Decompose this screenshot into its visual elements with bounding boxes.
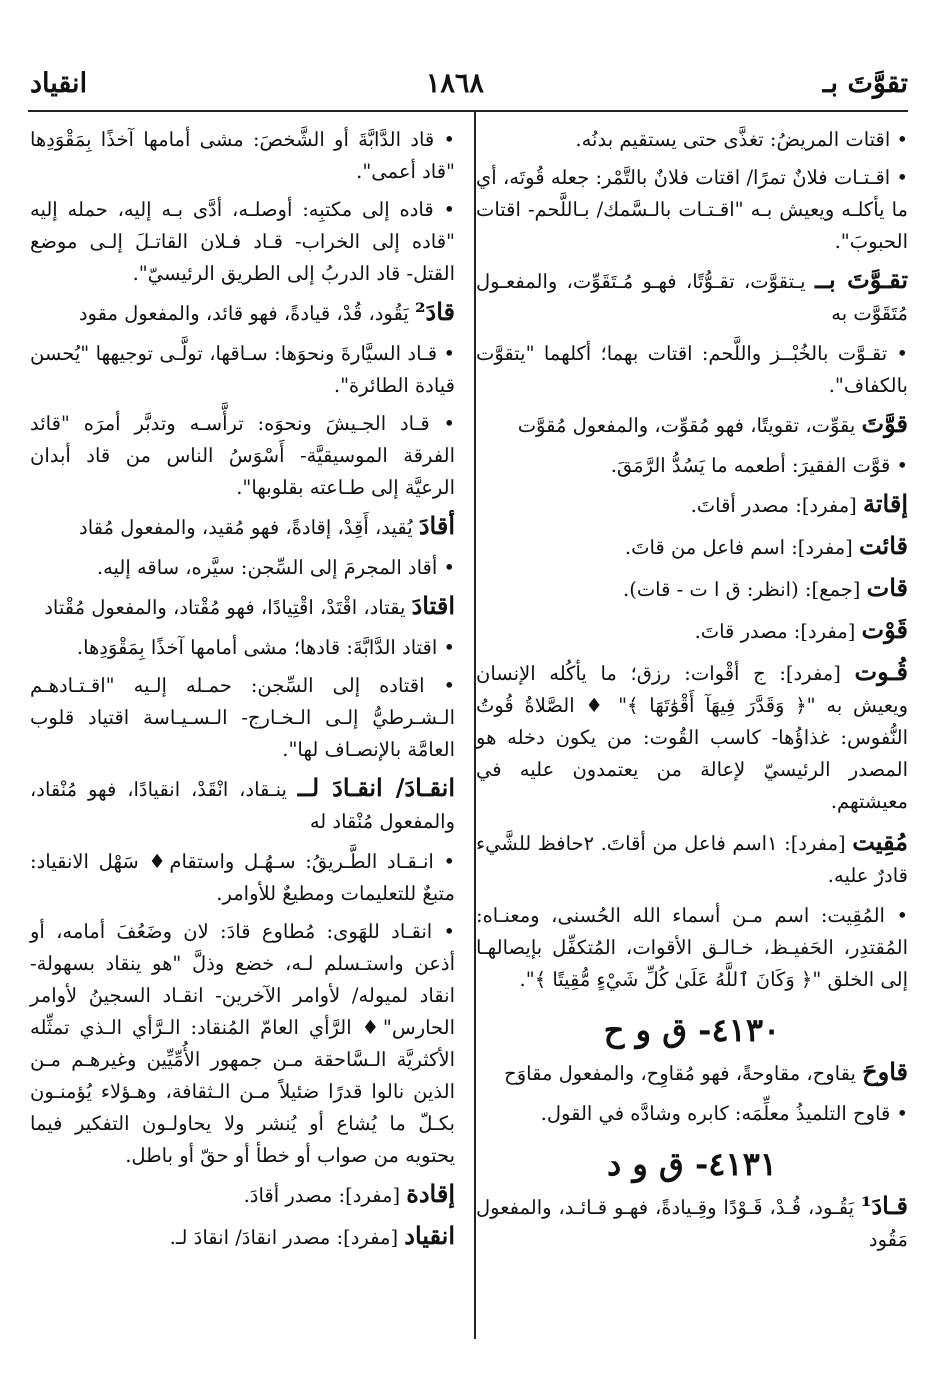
headword: تقـوَّتَ بــ <box>814 265 908 294</box>
dictionary-entry <box>30 296 455 330</box>
headword: قادَ² <box>415 297 455 326</box>
headword: مُقِيت <box>852 827 908 856</box>
entry-definition: [جمع]: (انظر: ق ا ت - قات). <box>623 578 867 601</box>
headword: انقياد <box>404 1221 455 1250</box>
sense-paragraph: • قاده إلى مكتبِه: أوصلـه، أدَّى بـه إليه، حمله إليه "قاده إلى الخراب- قـاد فـلان القاتـلَ إلـى موضع القتل- قاد الدربُ إلى الطريق الرئيسيّ". <box>30 198 455 285</box>
entry-definition: يـتقوَّت، تقـوُّتًا، فهـو مُـتَقَوِّت، والمفعـول مُتَقَوَّت به <box>476 270 908 325</box>
sense-paragraph: • أقاد المجرمَ إلى السِّجن: سيَّره، ساقه إليه. <box>96 556 455 579</box>
dictionary-entry <box>476 408 908 442</box>
headword: أقادَ <box>418 511 455 540</box>
entry-definition: [مفرد]: ج أقْوات: رزق؛ ما يأكُله الإنسان ويعيش به "﴿ وَقَدَّرَ فِيهَآ أَقْوَٰتَهَا ﴾" ♦ الصَّلاةُ قُوتُ النُّفوس: غذاؤُها- كاسب القُوت: من يكون دخله هو المصدر الرئيسيّ لإعالة من يعتمدون عليه في معيشتهم. <box>476 662 908 813</box>
sense-paragraph: • انـقـاد الطَّـريقُ: سـهُـل واستقام♦ سَهْل الانقياد: متبعٌ للتعليمات ومطيعٌ للأوامر. <box>30 850 455 905</box>
sense-paragraph: • المُقِيت: اسم مـن أسماء الله الحُسنى، ومعنـاه: المُقتدِر، الحَفيـظ، خـالـق الأقوات، المُتكفِّل بإيصالهـا إلى الخلق "﴿ وَكَانَ ٱللَّهُ عَلَىٰ كُلِّ شَيْءٍ مُّقِيتًا ﴾". <box>476 904 908 991</box>
headword: اقتادَ <box>411 591 455 620</box>
headword: قاوحَ <box>862 1057 908 1086</box>
entry-definition: يقاوح، مقاوحةً، فهو مُقاوِح، والمفعول مقاوَح <box>504 1062 863 1085</box>
dictionary-entry <box>476 572 908 606</box>
sense-paragraph: • قـاد السيَّارةَ ونحوَها: سـاقها، تولَّـى توجيهها "يُحسن قيادة الطائرة". <box>30 342 455 397</box>
headword: قات <box>866 573 908 602</box>
headword: قُـوت <box>854 657 908 686</box>
dictionary-entry <box>476 614 908 648</box>
headword: إقادة <box>406 1179 455 1208</box>
headword: إقاتة <box>863 489 908 518</box>
dictionary-entry <box>476 826 908 892</box>
sense-paragraph: • قاوح التلميذُ معلِّمَه: كابره وشادَّه في القول. <box>540 1102 908 1125</box>
left-column <box>30 124 455 1262</box>
headword: انقـادَ/ انقـادَ لــ <box>297 773 455 802</box>
dictionary-entry <box>476 1056 908 1090</box>
section-heading: ٤١٣١- ق و د <box>607 1145 777 1183</box>
dictionary-entry <box>476 656 908 818</box>
entry-definition: [مفرد]: مصدر قاتَ. <box>694 620 862 643</box>
sense-paragraph: • اقتاده إلى السِّجن: حمـله إلـيه "اقـتـادهـم الـشـرطيُّ إلـى الـخـارج- الـسـيـاسة اقتياد قلوب العامَّة بالإنصـاف لها". <box>30 674 455 761</box>
dictionary-entry <box>30 1178 455 1212</box>
entry-definition: [مفرد]: مصدر أقاتَ. <box>690 494 863 517</box>
entry-definition: ينـقاد، انْقَدْ، انقيادًا، فهو مُنْقاد، والمفعول مُنْقاد له <box>30 778 455 833</box>
dictionary-entry <box>476 530 908 564</box>
page-number: ١٨٦٨ <box>425 67 484 99</box>
dictionary-entry <box>30 1220 455 1254</box>
dictionary-entry <box>476 1190 908 1256</box>
entry-definition: [مفرد]: اسم فاعل من قاتَ. <box>624 536 859 559</box>
headword: قوَّتَ <box>861 409 908 438</box>
headword: قَوْت <box>861 615 908 644</box>
section-heading: ٤١٣٠- ق و ح <box>603 1011 781 1049</box>
sense-paragraph: • قوَّت الفقيرَ: أطعمه ما يَسُدُّ الرَّمَقَ. <box>610 454 908 477</box>
sense-paragraph: • تقـوَّت بالخُبْــز واللَّحم: اقتات بهما؛ أكلهما "يتقوَّت بالكفاف". <box>476 342 908 397</box>
headword: قـادَ¹ <box>860 1191 908 1220</box>
sense-paragraph: • انقـاد للهَوى: مُطاوع قادَ: لان وضَعُفَ أمامه، أو أذعن واستـسلم لـه، خضع وذلَّ "هو ينقاد بسهولة- انقاد لميوله/ لأوامر الآخرين- انقـاد السجينُ لأوامر الحارس"♦ الرَّأي العامّ المُنقاد: الـرَّأي الـذي تمثِّله الأكثريَّة الـسَّاحقة مـن جمهور الأُمِّيِّين وغيرهـم مـن الذين نالوا قدرًا ضئيلاً مـن الـثقافة، وهـؤلاء يُؤمنـون بكـلّ ما يُشاع أو يُنشر ولا يحاولـون التفكير فيما يحتويه من صواب أو خطأ أو حقّ أو باطل. <box>30 920 455 1167</box>
entry-definition: يُقيد، أَقِدْ، إقادةً، فهو مُقيد، والمفعول مُقاد <box>79 516 419 539</box>
right-column <box>476 124 908 1264</box>
dictionary-entry <box>476 488 908 522</box>
dictionary-entry <box>30 590 455 624</box>
header-rule <box>28 110 908 112</box>
dictionary-entry <box>30 772 455 838</box>
sense-paragraph: • اقـتـات فلانٌ تمرًا/ اقتات فلانٌ بالتَّمْر: جعله قُوتَه، أي ما يأكلـه ويعيش بـه "اقـتـات بالـسَّمك/ بـاللَّحم- اقتات الحبوبَ". <box>476 166 908 253</box>
sense-paragraph: • قاد الدَّابَّةَ أو الشَّخصَ: مشى أمامها آخذًا بِمَقْوَدِها "قاد أعمى". <box>30 128 455 183</box>
entry-definition: يقتاد، اقْتَدْ، اقْتِيادًا، فهو مُقْتاد، والمفعول مُقْتاد <box>44 596 412 619</box>
running-head-left: انقياد <box>30 67 88 99</box>
entry-definition: [مفرد]: مصدر أقادَ. <box>243 1184 407 1207</box>
page-header <box>30 58 908 108</box>
entry-definition: [مفرد]: ١اسم فاعل من أقاتَ. ٢حافظ للشَّيء قادرٌ عليه. <box>476 832 908 887</box>
running-head-right: تقوَّتَ بـ <box>822 67 908 99</box>
entry-definition: يَقُـود، قُـدْ، قَـوْدًا وقِـيادةً، فهـو قـائـد، والمفعول مَقُود <box>476 1196 908 1251</box>
sense-paragraph: • اقتات المريضُ: تغذَّى حتى يستقيم بدنُه. <box>575 128 908 151</box>
entry-definition: [مفرد]: مصدر انقادَ/ انقادَ لـ. <box>169 1226 405 1249</box>
entry-definition: يَقُود، قُدْ، قيادةً، فهو قائد، والمفعول مقود <box>78 302 415 325</box>
sense-paragraph: • قـاد الجـيشَ ونحوَه: ترأَّسـه وتدبَّر أمرَه "قائد الفرقة الموسيقيَّة- أَسْوَسُ الناس من قاد أبدان الرعيَّة إلى طـاعته بقلوبها". <box>30 412 455 499</box>
dictionary-entry <box>476 264 908 330</box>
dictionary-entry <box>30 510 455 544</box>
headword: قائت <box>858 531 908 560</box>
entry-definition: يقوِّت، تقويتًا، فهو مُقوِّت، والمفعول مُقوَّت <box>517 414 862 437</box>
sense-paragraph: • اقتاد الدَّابَّةَ: قادها؛ مشى أمامها آخذًا بِمَقْوَدِها. <box>76 636 455 659</box>
